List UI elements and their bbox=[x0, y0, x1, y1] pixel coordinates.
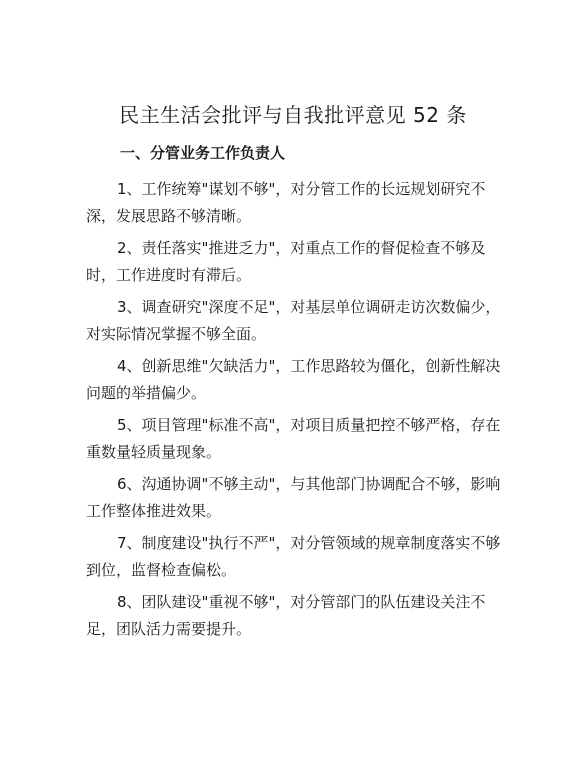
list-item: 3、调查研究"深度不足"，对基层单位调研走访次数偏少，对实际情况掌握不够全面。 bbox=[86, 298, 501, 343]
document-title: 民主生活会批评与自我批评意见 52 条 bbox=[119, 103, 467, 127]
list-item: 6、沟通协调"不够主动"，与其他部门协调配合不够，影响工作整体推进效果。 bbox=[86, 475, 501, 520]
list-item: 7、制度建设"执行不严"，对分管领域的规章制度落实不够到位，监督检查偏松。 bbox=[86, 534, 501, 579]
list-item: 8、团队建设"重视不够"，对分管部门的队伍建设关注不足，团队活力需要提升。 bbox=[86, 593, 486, 638]
list-item: 4、创新思维"欠缺活力"，工作思路较为僵化，创新性解决问题的举措偏少。 bbox=[86, 357, 501, 402]
list-item: 1、工作统筹"谋划不够"，对分管工作的长远规划研究不深，发展思路不够清晰。 bbox=[86, 180, 486, 225]
section-heading: 一、分管业务工作负责人 bbox=[120, 144, 286, 162]
list-item: 5、项目管理"标准不高"，对项目质量把控不够严格，存在重数量轻质量现象。 bbox=[86, 416, 501, 461]
list-item: 2、责任落实"推进乏力"，对重点工作的督促检查不够及时，工作进度时有滞后。 bbox=[86, 239, 486, 284]
